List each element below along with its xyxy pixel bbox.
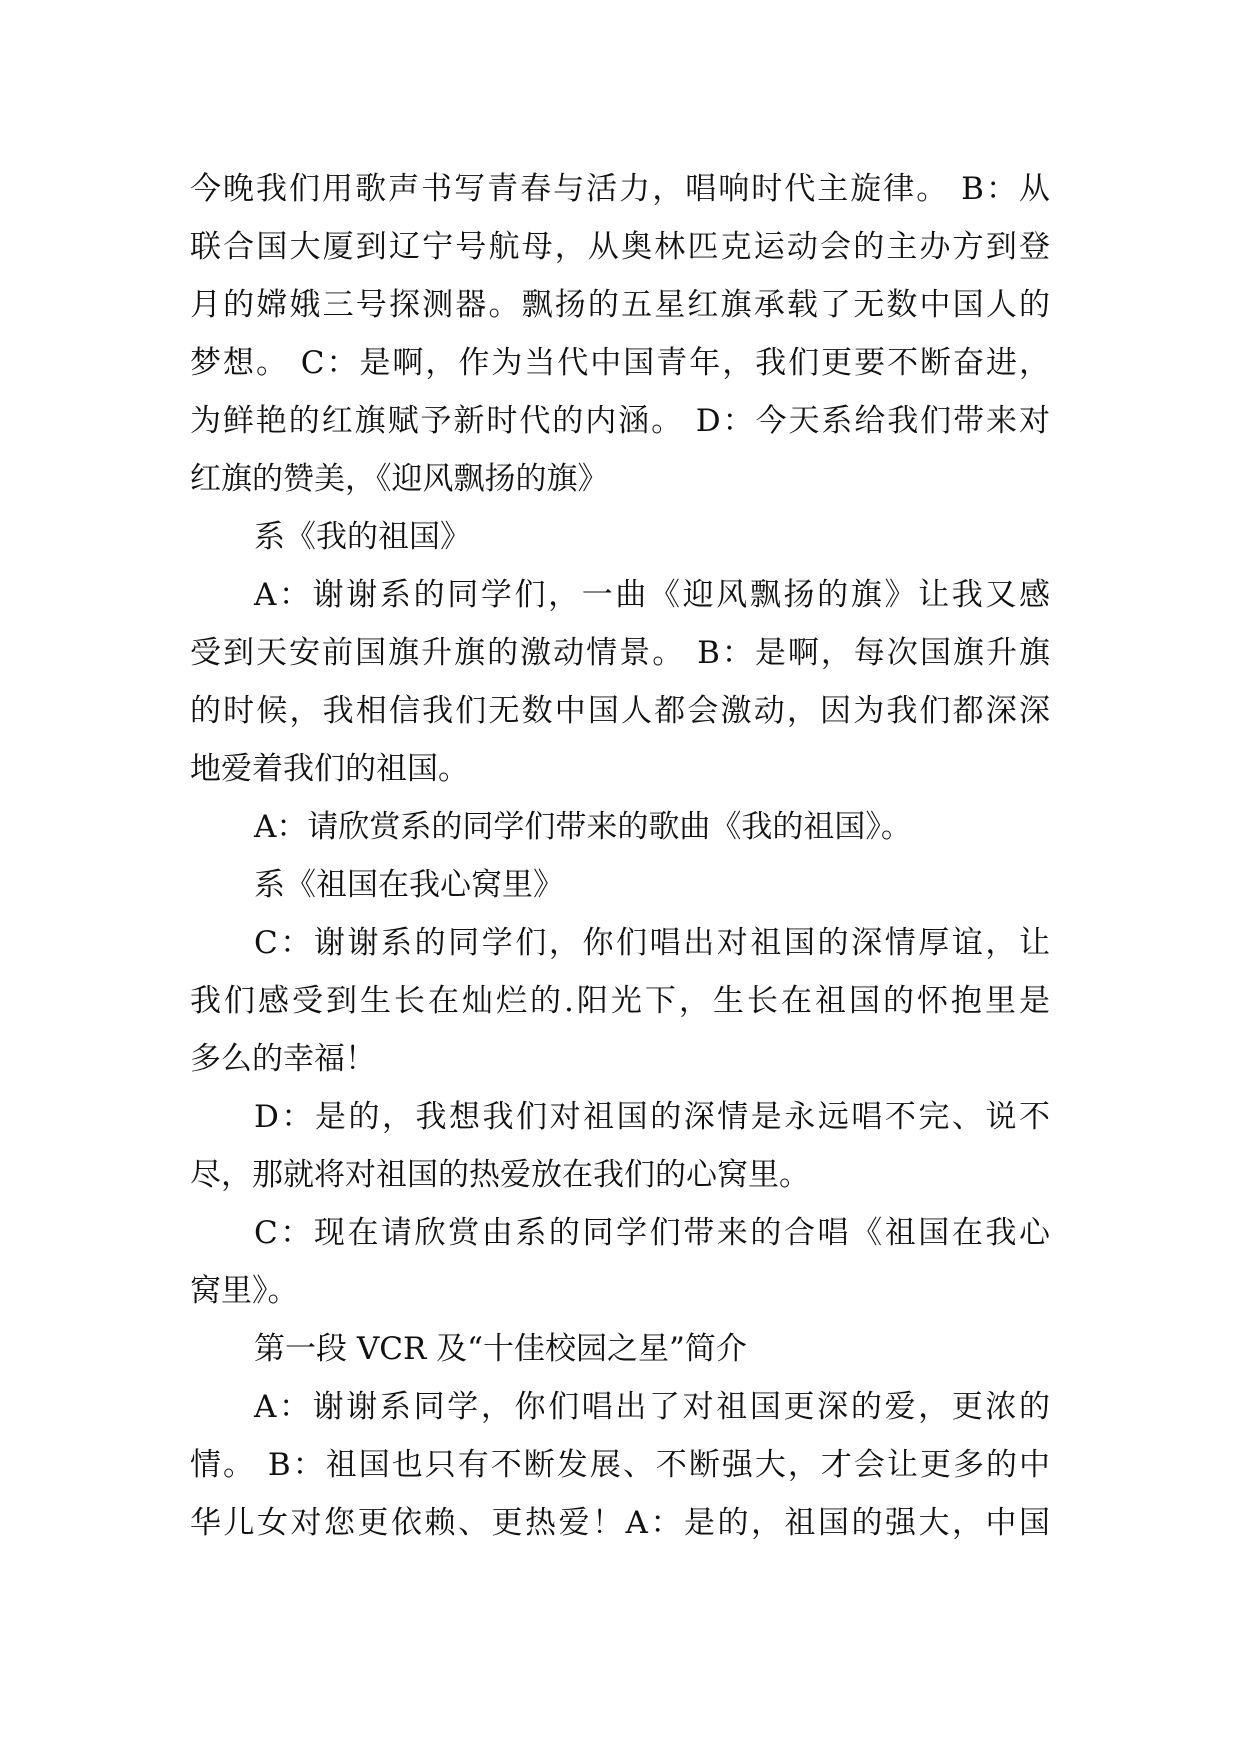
text-line-1: 今晚我们用歌声书写青春与活力，唱响时代主旋律。 B：从 <box>190 171 1050 207</box>
document-page <box>190 160 1050 1552</box>
text-line-14: C：谢谢系的同学们，你们唱出对祖国的深情厚谊，让 <box>254 925 1050 961</box>
text-line-23: 情。 B：祖国也只有不断发展、不断强大，才会让更多的中 <box>190 1447 1050 1483</box>
program-item-heading: 第一段 VCR 及“十佳校园之星”简介 <box>254 1331 747 1367</box>
text-line-2: 联合国大厦到辽宁号航母，从奥林匹克运动会的主办方到登 <box>190 229 1050 265</box>
text-line-19: C：现在请欣赏由系的同学们带来的合唱《祖国在我心 <box>254 1215 1050 1251</box>
text-line-5: 为鲜艳的红旗赋予新时代的内涵。 D：今天系给我们带来对 <box>190 403 1050 439</box>
text-line-9: 受到天安前国旗升旗的激动情景。 B：是啊，每次国旗升旗 <box>190 635 1050 671</box>
text-line-11: 地爱着我们的祖国。 <box>190 751 469 787</box>
text-line-18: 尽，那就将对祖国的热爱放在我们的心窝里。 <box>190 1157 810 1193</box>
text-line-16: 多么的幸福！ <box>190 1041 376 1077</box>
text-line-24: 华儿女对您更依赖、更热爱！A：是的，祖国的强大，中国 <box>190 1505 1050 1541</box>
text-line-8: A：谢谢系的同学们，一曲《迎风飘扬的旗》让我又感 <box>254 577 1050 613</box>
text-line-12: A：请欣赏系的同学们带来的歌曲《我的祖国》。 <box>254 809 912 845</box>
text-line-10: 的时候，我相信我们无数中国人都会激动，因为我们都深深 <box>190 693 1050 729</box>
text-line-20: 窝里》。 <box>190 1273 299 1309</box>
program-item-heading: 系《祖国在我心窝里》 <box>254 867 564 903</box>
program-item-heading: 系《我的祖国》 <box>254 519 471 555</box>
text-line-4: 梦想。 C：是啊，作为当代中国青年，我们更要不断奋进， <box>190 345 1050 381</box>
text-line-22: A：谢谢系同学，你们唱出了对祖国更深的爱，更浓的 <box>254 1389 1050 1425</box>
text-line-17: D：是的，我想我们对祖国的深情是永远唱不完、说不 <box>254 1099 1050 1135</box>
text-line-3: 月的嫦娥三号探测器。飘扬的五星红旗承载了无数中国人的 <box>190 287 1050 323</box>
text-line-6: 红旗的赞美，《迎风飘扬的旗》 <box>190 461 609 497</box>
text-line-15: 我们感受到生长在灿烂的.阳光下，生长在祖国的怀抱里是 <box>190 983 1050 1019</box>
